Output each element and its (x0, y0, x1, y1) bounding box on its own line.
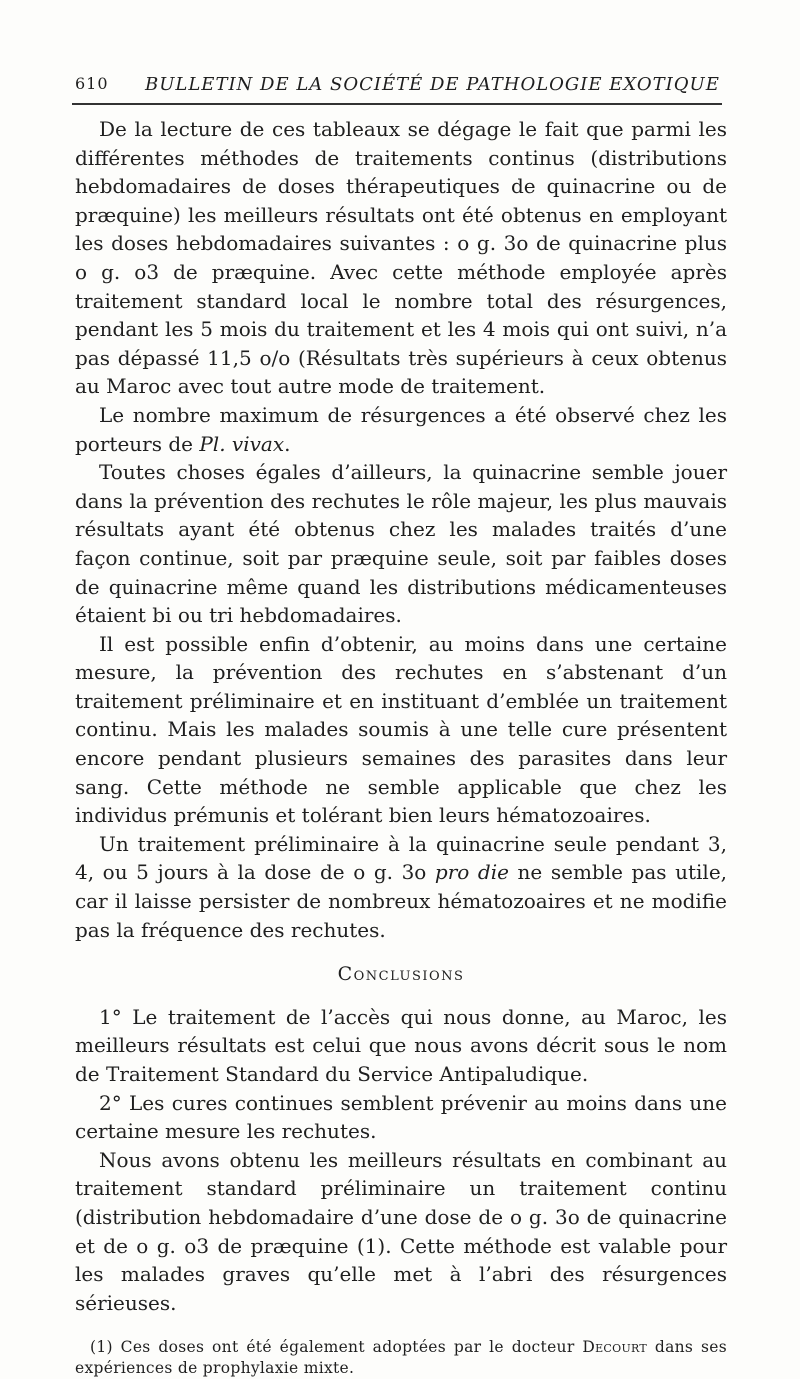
conclusion-item: 2° Les cures continues semblent prévenir au moins dans une certaine mesure les rechutes. (75, 1090, 727, 1144)
paragraph: Nous avons obtenu les meilleurs résultats en combinant au traitement standard préliminaire un traitement continu (distribution hebdomadaire d’une dose de o g. 3o de quinacrine et de o g. o3 de præquine (1). Cette méthode est valable pour les malades graves qu’elle met à l’abri des résurgences sérieuses. (75, 1147, 727, 1315)
author-name: Decourt (582, 1338, 648, 1357)
running-title: BULLETIN DE LA SOCIÉTÉ DE PATHOLOGIE EXOTIQUE (145, 74, 720, 95)
paragraph: Le nombre maximum de résurgences a été observé chez les porteurs de Pl. vivax. (75, 402, 727, 456)
article-body (75, 115, 727, 1379)
header-rule (72, 103, 722, 105)
paragraph: Un traitement préliminaire à la quinacrine seule pendant 3, 4, ou 5 jours à la dose de o g. 3o pro die ne semble pas utile, car il laisse persister de nombreux hématozoaires et ne modifie pas la fréquence des rechutes. (75, 831, 728, 942)
page-number: 610 (75, 74, 109, 93)
section-heading: Conclusions (337, 963, 465, 986)
paragraph: Toutes choses égales d’ailleurs, la quinacrine semble jouer dans la prévention des rechutes le rôle majeur, les plus mauvais résultats ayant été obtenus chez les malades traités d’une façon continue, soit par præquine seule, soit par faibles doses de quinacrine même quand les distributions médicamenteuses étaient bi ou tri hebdomadaires. (75, 460, 727, 628)
page-header (75, 70, 720, 100)
latin-phrase: pro die (434, 860, 509, 885)
conclusion-item: 1° Le traitement de l’accès qui nous donne, au Maroc, les meilleurs résultats est celui que nous avons décrit sous le nom de Traitement Standard du Service Antipaludique. (75, 1004, 727, 1086)
paragraph: Il est possible enfin d’obtenir, au moins dans une certaine mesure, la prévention des rechutes en s’abstenant d’un traitement préliminaire et en instituant d’emblée un traitement continu. Mais les malades soumis à une telle cure présentent encore pendant plusieurs semaines des parasites dans leur sang. Cette méthode ne semble applicable que chez les individus prémunis et tolérant bien leurs hématozoaires. (75, 631, 727, 828)
paragraph: De la lecture de ces tableaux se dégage le fait que parmi les différentes méthodes de traitements continus (distributions hebdomadaires de doses thérapeutiques de quinacrine ou de præquine) les meilleurs résultats ont été obtenus en employant les doses hebdomadaires suivantes : o g. 3o de quinacrine plus o g. o3 de præquine. Avec cette méthode employée après traitement standard local le nombre total des résurgences, pendant les 5 mois du traitement et les 4 mois qui ont suivi, n’a pas dépassé 11,5 o/o (Résultats très supérieurs à ceux obtenus au Maroc avec tout autre mode de traitement. (75, 117, 727, 399)
footnote: (1) Ces doses ont été également adoptées par le docteur Decourt dans ses expériences de prophylaxie mixte. (75, 1338, 727, 1378)
species-name: Pl. vivax (199, 431, 285, 456)
